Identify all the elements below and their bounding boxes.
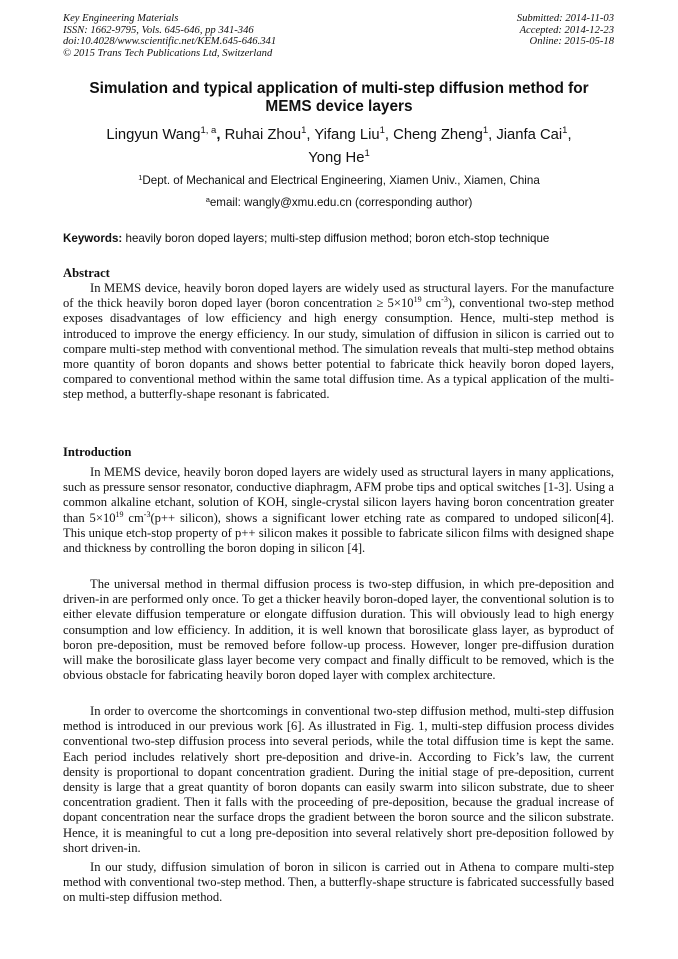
author-name: Yifang Liu xyxy=(314,127,380,143)
author-affiliation-mark: 1 xyxy=(379,125,385,136)
affiliation-text: Dept. of Mechanical and Electrical Engineering, Xiamen Univ., Xiamen, China xyxy=(142,174,540,187)
submitted-date: Submitted: 2014-11-03 xyxy=(516,13,614,24)
author-name: Yong He xyxy=(308,150,365,166)
online-date: Online: 2015-05-18 xyxy=(529,36,614,48)
abstract-paragraph: In MEMS device, heavily boron doped layers are widely used as structural layers. For the manufacture of the thick heavily boron doped layer (boron concentration ≥ $5\times 10^{19}$ $cm^{-3}$), conventional two-step method exposes disadvantages of low efficiency and high energy consumption. Hence, multi-step method is introduced to improve the energy efficiency. In our study, simulation of diffusion in silicon is carried out to compare multi-step method with conventional method. The simulation reveals that multi-step method obtains more quantity of boron dopants and shows better potential to fabricate thick heavily boron doped layers, compared to conventional method within the same total diffusion time. As a typical application of the multi-step method, a butterfly-shape resonant is fabricated. xyxy=(63,281,615,402)
journal-doi: doi:10.4028/www.scientific.net/KEM.645-646.341 xyxy=(63,36,277,48)
intro-paragraph-4: In our study, diffusion simulation of boron in silicon is carried out in Athena to compare multi-step method with conventional two-step method. Then, a butterfly-shape structure is fabricated successfully based on multi-step diffusion method. xyxy=(63,860,614,905)
author-affiliation-mark: 1 xyxy=(482,125,489,136)
journal-header-right xyxy=(517,13,614,48)
author-affiliation-mark: 1 xyxy=(562,125,568,136)
author-name: Cheng Zheng xyxy=(393,127,483,143)
author-line-1: Lingyun Wang$^{1, a}$, Ruhai Zhou$^1$, Yifang Liu$^1$, Cheng Zheng$^1$, Jianfa Cai$^1$, xyxy=(106,125,572,143)
keywords-label: Keywords: xyxy=(63,232,123,245)
title-line-1: Simulation and typical application of multi-step diffusion method for xyxy=(89,80,589,97)
keywords-text: heavily boron doped layers; multi-step diffusion method; boron etch-stop technique xyxy=(125,232,550,245)
journal-copyright: © 2015 Trans Tech Publications Ltd, Switzerland xyxy=(63,47,273,59)
author-name: Jianfa Cai xyxy=(496,127,563,143)
journal-issn: ISSN: 1662-9795, Vols. 645-646, pp 341-346 xyxy=(63,24,254,36)
email-text: email: wangly@xmu.edu.cn (corresponding author) xyxy=(209,196,473,209)
paper-title xyxy=(63,80,615,116)
keywords xyxy=(63,232,615,246)
email-mark: a xyxy=(205,195,210,204)
journal-name: Key Engineering Materials xyxy=(63,13,179,24)
author-affiliation-mark: 1, a xyxy=(200,125,217,136)
affiliation-mark: 1 xyxy=(138,173,143,182)
intro-paragraph-2: The universal method in thermal diffusion process is two-step diffusion, in which pre-deposition and driven-in are performed only once. To get a thicker heavily boron-doped layer, the conventional solution is to either elevate diffusion temperature or elongate diffusion duration. This will obviously lead to high energy consumption and low efficiency. In addition, it is well known that borosilicate glass layer, as byproduct of boron pre-deposition, must be removed before follow-up process. However, longer pre-diffusion duration will make the borosilicate glass layer become very compact and finally difficult to be removed, which is the obvious obstacle for fabricating heavily boron doped layer with complex architecture. xyxy=(63,577,614,683)
title-line-2: MEMS device layers xyxy=(265,98,413,115)
accepted-date: Accepted: 2014-12-23 xyxy=(519,24,614,36)
corresponding-email xyxy=(63,196,615,210)
abstract-heading: Abstract xyxy=(63,266,110,280)
author-name: Lingyun Wang xyxy=(106,127,201,143)
author-affiliation-mark: 1 xyxy=(364,148,370,159)
author-line-2 xyxy=(63,147,615,170)
author-name: Ruhai Zhou xyxy=(224,127,302,143)
introduction-heading: Introduction xyxy=(63,445,132,459)
author-affiliation-mark: 1 xyxy=(301,125,307,136)
affiliation xyxy=(63,174,615,188)
journal-header-left xyxy=(63,13,276,59)
intro-paragraph-3: In order to overcome the shortcomings in conventional two-step diffusion method, multi-step diffusion method is introduced in our previous work [6]. As illustrated in Fig. 1, multi-step diffusion process divides conventional two-step diffusion process into several periods, while the total diffusion time is kept the same. Each period includes relatively short pre-deposition and drive-in. According to Fick’s law, the current density is proportional to dopant concentration gradient. During the initial stage of pre-deposition, current density is large that a great quantity of boron dopants can easily swarm into silicon substrate, due to sheer concentration gradient. Then it falls with the proceeding of pre-deposition, because the gradual increase of dopant concentration near the surface drops the gradient between the boron source and the silicon substrate. Hence, it is meaningful to cut a long pre-deposition into several relatively short pre-deposition followed by short driven-in. xyxy=(63,704,614,855)
author-list xyxy=(63,124,615,170)
intro-paragraph-1: In MEMS device, heavily boron doped layers are widely used as structural layers in many applications, such as pressure sensor resonator, conductive diaphragm, AFM probe tips and optical switches [1-3]. Using a common alkaline etchant, solution of KOH, single-crystal silicon layers having boron concentration greater than $5\times 10^{19}$ $cm^{-3}(p++$ silicon), shows a significant lower etching rate as compared to undoped silicon[4]. This unique etch-stop property of p++ silicon makes it possible to fabricate silicon films with designed shape and thickness by controlling the boron doping in silicon [4]. xyxy=(63,465,614,556)
